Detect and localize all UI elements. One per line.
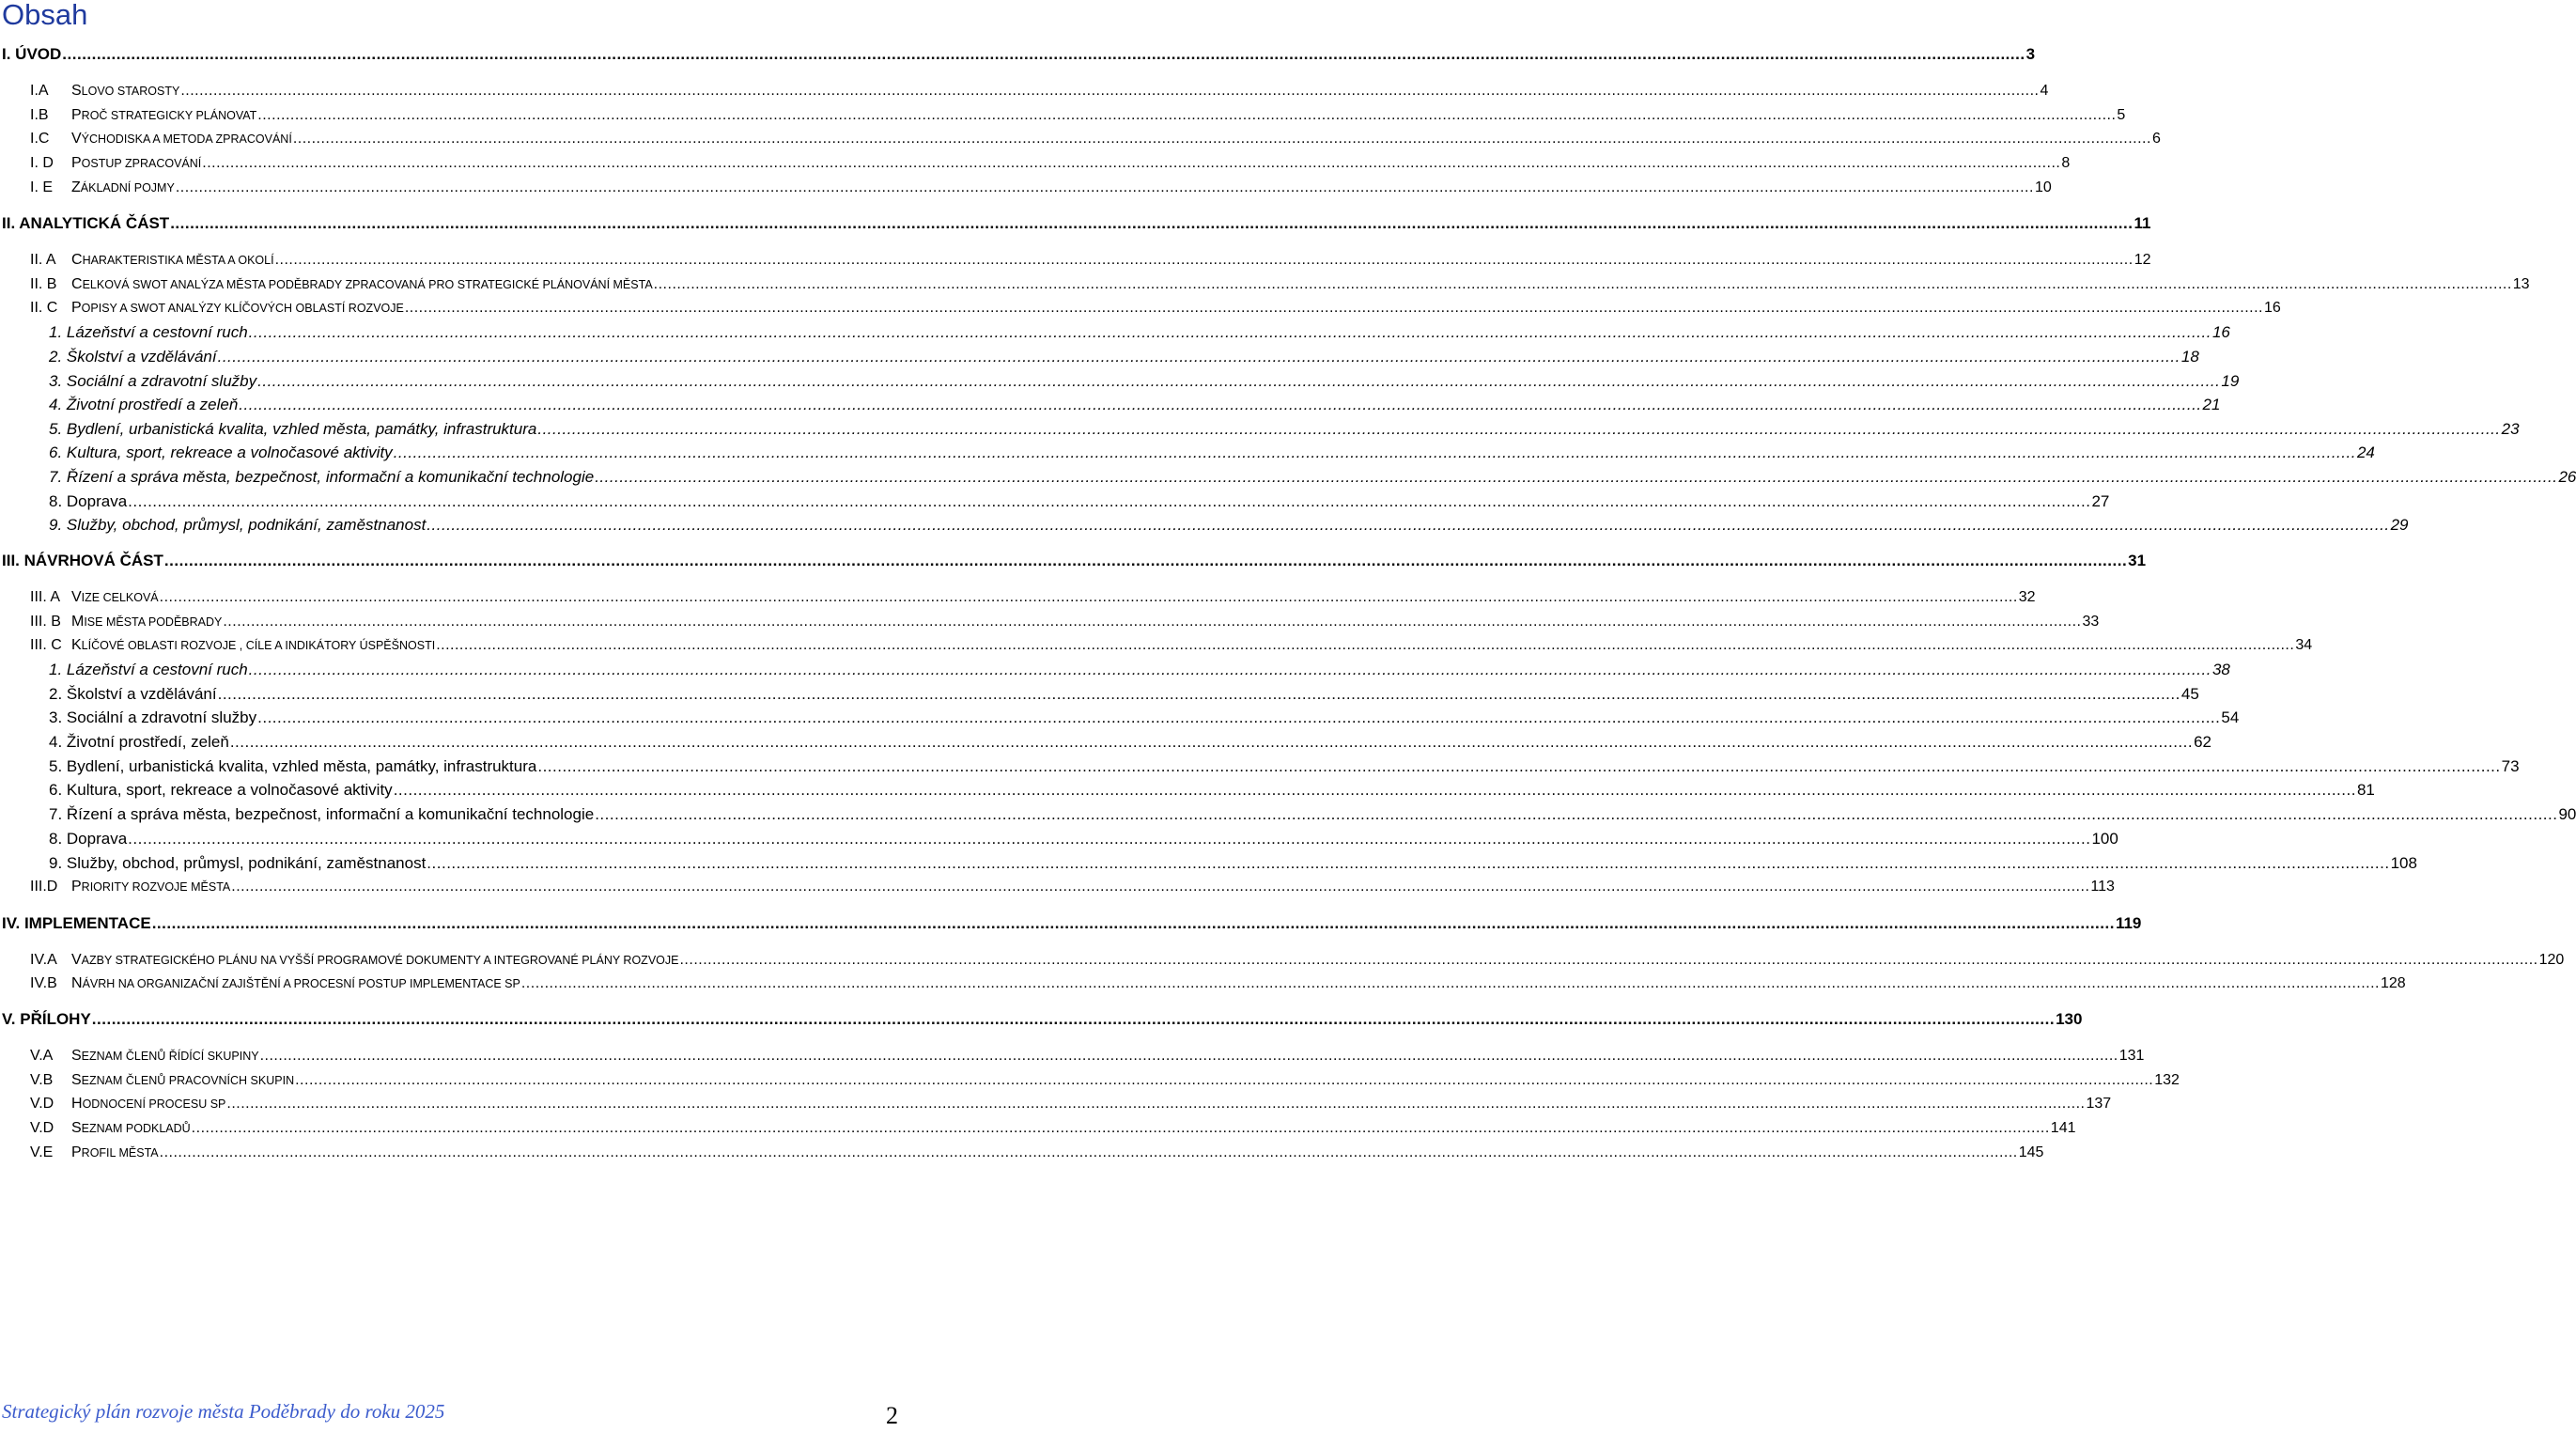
toc-section-entry[interactable]	[0, 1094, 2112, 1114]
toc-section-title: EZNAM ČLENŮ PRACOVNÍCH SKUPIN	[81, 1074, 295, 1087]
toc-part-entry[interactable]	[0, 1009, 2083, 1030]
toc-section-code: I.C	[30, 131, 50, 147]
toc-section-initial: P	[71, 300, 82, 316]
toc-page-number: 16	[2263, 300, 2281, 316]
toc-entry-label	[0, 612, 222, 632]
toc-dot-leader: ................................................................................................................................................................................................................................................................................................................................................................................................................	[257, 372, 2221, 390]
toc-entry-label	[0, 105, 256, 126]
toc-page-number: 31	[2128, 552, 2147, 569]
toc-page-number: 3	[2025, 45, 2036, 63]
toc-section-entry[interactable]	[0, 298, 2281, 319]
toc-section-title: OPISY A SWOT ANALÝZY KLÍČOVÝCH OBLASTÍ ROZVOJE	[81, 302, 404, 315]
toc-page-number: 34	[2295, 637, 2313, 653]
toc-entry-label	[0, 274, 653, 295]
toc-entry-label	[0, 587, 159, 608]
toc-entry-label: 6. Kultura, sport, rekreace a volnočasové aktivity	[49, 781, 393, 799]
toc-dot-leader: ................................................................................................................................................................................................................................................................................................................................................................................................................	[248, 323, 2211, 341]
toc-section-entry[interactable]	[0, 1143, 2044, 1163]
toc-section-code: II. A	[30, 252, 56, 268]
toc-part-entry[interactable]	[0, 44, 2036, 65]
toc-entry-label	[0, 250, 274, 271]
toc-dot-leader: ................................................................................................................................................................................................................................................................................................................................................................................................................	[404, 300, 2263, 316]
toc-item-entry[interactable]	[0, 515, 2409, 536]
toc-page-number: 18	[2180, 348, 2199, 366]
toc-dot-leader: ................................................................................................................................................................................................................................................................................................................................................................................................................	[191, 1120, 2050, 1136]
toc-section-code: V.E	[30, 1144, 54, 1160]
toc-item-entry[interactable]	[0, 756, 2520, 777]
toc-entry-label: I. ÚVOD	[2, 45, 62, 63]
toc-entry-label: 4. Životní prostředí, zeleň	[49, 733, 229, 751]
toc-item-entry[interactable]	[0, 684, 2199, 705]
toc-section-entry[interactable]	[0, 274, 2530, 295]
toc-section-initial: V	[71, 589, 82, 605]
toc-section-title: HARAKTERISTIKA MĚSTA A OKOLÍ	[82, 254, 274, 267]
toc-dot-leader: ................................................................................................................................................................................................................................................................................................................................................................................................................	[393, 444, 2356, 461]
toc-entry-label	[0, 1094, 225, 1114]
toc-entry-label	[0, 877, 230, 897]
toc-page-number: 5	[2117, 107, 2126, 123]
toc-section-entry[interactable]	[0, 587, 2036, 608]
toc-section-code: IV.A	[30, 952, 57, 968]
toc-page-number: 119	[2115, 914, 2142, 932]
toc-entry-label	[0, 973, 520, 994]
page-title: Obsah	[2, 0, 88, 31]
toc-section-title: AZBY STRATEGICKÉHO PLÁNU NA VYŠŠÍ PROGRAMOVÉ DOKUMENTY A INTEGROVANÉ PLÁNY ROZVOJE	[81, 954, 679, 967]
toc-section-title: ÁKLADNÍ POJMY	[80, 181, 175, 195]
toc-entry-label: 1. Lázeňství a cestovní ruch	[49, 323, 248, 341]
toc-section-title: ISE MĚSTA PODĚBRADY	[84, 615, 223, 629]
toc-dot-leader: ................................................................................................................................................................................................................................................................................................................................................................................................................	[223, 614, 2082, 630]
toc-section-entry[interactable]	[0, 178, 2052, 198]
toc-dot-leader: ................................................................................................................................................................................................................................................................................................................................................................................................................	[537, 757, 2501, 775]
toc-entry-label	[0, 129, 292, 149]
toc-section-entry[interactable]	[0, 1118, 2076, 1139]
toc-entry-label: 7. Řízení a správa města, bezpečnost, informační a komunikační technologie	[49, 468, 595, 486]
toc-entry-label	[0, 178, 175, 198]
toc-dot-leader: ................................................................................................................................................................................................................................................................................................................................................................................................................	[180, 83, 2040, 99]
toc-entry-label	[0, 1046, 259, 1066]
toc-section-code: II. C	[30, 300, 58, 316]
toc-section-initial: P	[71, 107, 82, 123]
toc-page-number: 120	[2538, 952, 2565, 968]
toc-page-number: 45	[2180, 685, 2199, 703]
toc-page-number: 54	[2221, 708, 2240, 726]
toc-section-title: RIORITY ROZVOJE MĚSTA	[81, 880, 231, 894]
toc-dot-leader: ................................................................................................................................................................................................................................................................................................................................................................................................................	[653, 276, 2512, 292]
toc-part-entry[interactable]	[0, 213, 2151, 234]
toc-entry-label	[0, 1070, 294, 1091]
toc-section-code: I. D	[30, 155, 54, 171]
toc-dot-leader: ................................................................................................................................................................................................................................................................................................................................................................................................................	[91, 1010, 2056, 1028]
toc-section-initial: P	[71, 1144, 82, 1160]
toc-dot-leader: ................................................................................................................................................................................................................................................................................................................................................................................................................	[248, 661, 2211, 678]
toc-entry-label	[0, 298, 404, 319]
toc-section-initial: S	[71, 1120, 82, 1136]
toc-page-number: 113	[2090, 879, 2115, 895]
toc-item-entry[interactable]	[0, 732, 2212, 753]
toc-page-number: 128	[2380, 975, 2406, 991]
toc-section-code: IV.B	[30, 975, 57, 991]
toc-page-number: 108	[2390, 854, 2417, 872]
toc-page-number: 62	[2194, 733, 2212, 751]
toc-section-entry[interactable]	[0, 612, 2100, 632]
toc-item-entry[interactable]	[0, 804, 2576, 825]
toc-dot-leader: ................................................................................................................................................................................................................................................................................................................................................................................................................	[239, 396, 2202, 413]
toc-dot-leader: ................................................................................................................................................................................................................................................................................................................................................................................................................	[292, 131, 2151, 147]
toc-section-initial: P	[71, 879, 82, 895]
toc-page-number: 137	[2086, 1096, 2112, 1112]
toc-entry-label: 5. Bydlení, urbanistická kvalita, vzhled města, památky, infrastruktura	[49, 420, 537, 438]
toc-entry-label: 9. Služby, obchod, průmysl, podnikání, zaměstnanost	[49, 516, 427, 534]
toc-section-entry[interactable]	[0, 105, 2126, 126]
toc-page-number: 10	[2034, 179, 2052, 195]
toc-page-number: 29	[2390, 516, 2409, 534]
toc-section-entry[interactable]	[0, 129, 2161, 149]
toc-section-entry[interactable]	[0, 250, 2151, 271]
toc-page-number: 16	[2211, 323, 2230, 341]
toc-item-entry[interactable]	[0, 395, 2221, 415]
toc-dot-leader: ................................................................................................................................................................................................................................................................................................................................................................................................................	[62, 45, 2025, 63]
toc-entry-label: 8. Doprava	[49, 830, 128, 848]
toc-page-number: 11	[2134, 214, 2151, 232]
toc-section-initial: Z	[71, 179, 81, 195]
toc-entry-label: 5. Bydlení, urbanistická kvalita, vzhled města, památky, infrastruktura	[49, 757, 537, 775]
toc-section-initial: P	[71, 155, 82, 171]
toc-dot-leader: ................................................................................................................................................................................................................................................................................................................................................................................................................	[217, 685, 2180, 703]
toc-dot-leader: ................................................................................................................................................................................................................................................................................................................................................................................................................	[679, 952, 2538, 968]
toc-section-code: I. E	[30, 179, 54, 195]
toc-dot-leader: ................................................................................................................................................................................................................................................................................................................................................................................................................	[257, 708, 2221, 726]
toc-dot-leader: ................................................................................................................................................................................................................................................................................................................................................................................................................	[520, 975, 2380, 991]
toc-section-initial: S	[71, 1072, 82, 1088]
toc-section-initial: S	[71, 1048, 82, 1064]
toc-dot-leader: ................................................................................................................................................................................................................................................................................................................................................................................................................	[427, 854, 2390, 872]
toc-dot-leader: ................................................................................................................................................................................................................................................................................................................................................................................................................	[226, 1096, 2086, 1112]
toc-page-number: 33	[2082, 614, 2100, 630]
toc-section-initial: C	[71, 276, 83, 292]
toc-section-code: I.A	[30, 83, 49, 99]
toc-item-entry[interactable]	[0, 322, 2230, 343]
toc-page-number: 32	[2018, 589, 2036, 605]
toc-page-number: 24	[2356, 444, 2375, 461]
toc-part-entry[interactable]	[0, 551, 2147, 571]
toc-section-entry[interactable]	[0, 81, 2049, 101]
toc-dot-leader: ................................................................................................................................................................................................................................................................................................................................................................................................................	[175, 179, 2034, 195]
toc-page-number: 141	[2050, 1120, 2076, 1136]
toc-entry-label	[0, 1118, 191, 1139]
toc-page-number: 12	[2134, 252, 2151, 268]
toc-section-code: I.B	[30, 107, 49, 123]
toc-entry-label: II. ANALYTICKÁ ČÁST	[2, 214, 170, 232]
toc-dot-leader: ................................................................................................................................................................................................................................................................................................................................................................................................................	[163, 552, 2128, 569]
toc-section-initial: M	[71, 614, 85, 630]
toc-dot-leader: ................................................................................................................................................................................................................................................................................................................................................................................................................	[393, 781, 2356, 799]
toc-entry-label: V. PŘÍLOHY	[2, 1010, 91, 1028]
toc-dot-leader: ................................................................................................................................................................................................................................................................................................................................................................................................................	[427, 516, 2390, 534]
toc-section-title: OSTUP ZPRACOVÁNÍ	[81, 157, 202, 170]
toc-page-number: 145	[2018, 1144, 2044, 1160]
toc-section-code: III. B	[30, 614, 61, 630]
toc-item-entry[interactable]	[0, 467, 2576, 488]
toc-page-number: 73	[2501, 757, 2520, 775]
toc-dot-leader: ................................................................................................................................................................................................................................................................................................................................................................................................................	[259, 1048, 2118, 1064]
toc-section-code: II. B	[30, 276, 57, 292]
toc-page-number: 26	[2558, 468, 2576, 486]
toc-section-title: EZNAM PODKLADŮ	[81, 1122, 191, 1135]
toc-entry-label	[0, 635, 435, 656]
toc-section-code: III.D	[30, 879, 58, 895]
toc-item-entry[interactable]	[0, 347, 2199, 367]
toc-dot-leader: ................................................................................................................................................................................................................................................................................................................................................................................................................	[231, 879, 2090, 895]
toc-item-entry[interactable]	[0, 708, 2240, 728]
toc-page-number: 132	[2154, 1072, 2180, 1088]
toc-entry-label: 1. Lázeňství a cestovní ruch	[49, 661, 248, 678]
toc-dot-leader: ................................................................................................................................................................................................................................................................................................................................................................................................................	[537, 420, 2501, 438]
toc-section-initial: V	[71, 952, 82, 968]
toc-section-title: IZE CELKOVÁ	[81, 591, 159, 604]
toc-section-entry[interactable]	[0, 950, 2565, 971]
toc-page-number: 23	[2501, 420, 2520, 438]
toc-section-initial: N	[71, 975, 83, 991]
toc-section-initial: C	[71, 252, 83, 268]
toc-entry-label: 6. Kultura, sport, rekreace a volnočasové aktivity	[49, 444, 393, 461]
toc-section-title: ROČ STRATEGICKY PLÁNOVAT	[81, 109, 257, 122]
toc-section-title: LOVO STAROSTY	[81, 85, 180, 98]
toc-section-title: ÁVRH NA ORGANIZAČNÍ ZAJIŠTĚNÍ A PROCESNÍ POSTUP IMPLEMENTACE SP	[82, 977, 520, 990]
toc-dot-leader: ................................................................................................................................................................................................................................................................................................................................................................................................................	[159, 589, 2018, 605]
toc-section-code: V.B	[30, 1072, 54, 1088]
toc-dot-leader: ................................................................................................................................................................................................................................................................................................................................................................................................................	[295, 1072, 2154, 1088]
toc-section-title: ELKOVÁ SWOT ANALÝZA MĚSTA PODĚBRADY ZPRACOVANÁ PRO STRATEGICKÉ PLÁNOVÁNÍ MĚSTA	[82, 278, 653, 291]
toc-section-entry[interactable]	[0, 973, 2406, 994]
toc-entry-label: 4. Životní prostředí a zeleň	[49, 396, 239, 413]
toc-section-title: EZNAM ČLENŮ ŘÍDÍCÍ SKUPINY	[81, 1050, 259, 1063]
toc-page-number: 19	[2221, 372, 2240, 390]
toc-page-number: 131	[2118, 1048, 2145, 1064]
toc-section-entry[interactable]	[0, 1046, 2145, 1066]
toc-item-entry[interactable]	[0, 419, 2520, 440]
toc-entry-label	[0, 950, 678, 971]
toc-section-title: ÝCHODISKA A METODA ZPRACOVÁNÍ	[81, 132, 292, 146]
toc-section-title: ROFIL MĚSTA	[81, 1146, 159, 1160]
toc-section-code: V.D	[30, 1120, 54, 1136]
toc-entry-label	[0, 1143, 159, 1163]
toc-page-number: 8	[2061, 155, 2071, 171]
toc-item-entry[interactable]	[0, 853, 2417, 874]
toc-entry-label	[0, 153, 201, 174]
toc-page-number: 21	[2202, 396, 2221, 413]
toc-dot-leader: ................................................................................................................................................................................................................................................................................................................................................................................................................	[128, 492, 2091, 510]
toc-dot-leader: ................................................................................................................................................................................................................................................................................................................................................................................................................	[274, 252, 2134, 268]
toc-page-number: 27	[2091, 492, 2110, 510]
toc-section-entry[interactable]	[0, 153, 2071, 174]
toc-dot-leader: ................................................................................................................................................................................................................................................................................................................................................................................................................	[202, 155, 2061, 171]
toc-page-number: 4	[2040, 83, 2049, 99]
toc-section-code: V.A	[30, 1048, 54, 1064]
toc-dot-leader: ................................................................................................................................................................................................................................................................................................................................................................................................................	[217, 348, 2180, 366]
toc-section-code: V.D	[30, 1096, 54, 1112]
toc-page-number: 90	[2558, 805, 2576, 823]
toc-section-entry[interactable]	[0, 877, 2115, 897]
toc-section-title: ODNOCENÍ PROCESU SP	[82, 1097, 226, 1111]
toc-entry-label: 3. Sociální a zdravotní služby	[49, 708, 257, 726]
footer-document-title: Strategický plán rozvoje města Poděbrady do roku 2025	[2, 1400, 445, 1423]
toc-section-title: LÍČOVÉ OBLASTI ROZVOJE , CÍLE A INDIKÁTORY ÚSPĚŠNOSTI	[81, 639, 436, 652]
toc-dot-leader: ................................................................................................................................................................................................................................................................................................................................................................................................................	[170, 214, 2134, 232]
toc-item-entry[interactable]	[0, 443, 2375, 463]
toc-dot-leader: ................................................................................................................................................................................................................................................................................................................................................................................................................	[436, 637, 2295, 653]
toc-dot-leader: ................................................................................................................................................................................................................................................................................................................................................................................................................	[595, 468, 2558, 486]
toc-dot-leader: ................................................................................................................................................................................................................................................................................................................................................................................................................	[151, 914, 2115, 932]
toc-entry-label: IV. IMPLEMENTACE	[2, 914, 151, 932]
toc-section-initial: S	[71, 83, 82, 99]
toc-dot-leader: ................................................................................................................................................................................................................................................................................................................................................................................................................	[595, 805, 2558, 823]
toc-entry-label: III. NÁVRHOVÁ ČÁST	[2, 552, 163, 569]
toc-item-entry[interactable]	[0, 780, 2375, 801]
toc-entry-label	[0, 81, 179, 101]
toc-item-entry[interactable]	[0, 660, 2230, 680]
toc-dot-leader: ................................................................................................................................................................................................................................................................................................................................................................................................................	[229, 733, 2194, 751]
toc-part-entry[interactable]	[0, 913, 2142, 934]
toc-page-number: 38	[2211, 661, 2230, 678]
toc-item-entry[interactable]	[0, 829, 2118, 849]
toc-section-code: III. C	[30, 637, 62, 653]
toc-section-initial: H	[71, 1096, 83, 1112]
toc-dot-leader: ................................................................................................................................................................................................................................................................................................................................................................................................................	[257, 107, 2117, 123]
footer-page-number: 2	[886, 1402, 898, 1429]
toc-section-entry[interactable]	[0, 635, 2313, 656]
toc-section-initial: V	[71, 131, 82, 147]
toc-dot-leader: ................................................................................................................................................................................................................................................................................................................................................................................................................	[159, 1144, 2018, 1160]
toc-item-entry[interactable]	[0, 371, 2240, 392]
toc-entry-label: 8. Doprava	[49, 492, 128, 510]
toc-dot-leader: ................................................................................................................................................................................................................................................................................................................................................................................................................	[128, 830, 2091, 848]
toc-page-number: 100	[2091, 830, 2118, 848]
toc-entry-label: 2. Školství a vzdělávání	[49, 348, 217, 366]
toc-section-code: III. A	[30, 589, 61, 605]
toc-section-entry[interactable]	[0, 1070, 2180, 1091]
toc-page-number: 6	[2151, 131, 2161, 147]
toc-section-initial: K	[71, 637, 82, 653]
toc-entry-label: 9. Služby, obchod, průmysl, podnikání, zaměstnanost	[49, 854, 427, 872]
toc-page-number: 130	[2056, 1010, 2083, 1028]
toc-page-number: 13	[2512, 276, 2530, 292]
toc-page-number: 81	[2356, 781, 2375, 799]
toc-entry-label: 3. Sociální a zdravotní služby	[49, 372, 257, 390]
toc-item-entry[interactable]	[0, 491, 2110, 512]
toc-entry-label: 7. Řízení a správa města, bezpečnost, informační a komunikační technologie	[49, 805, 595, 823]
toc-entry-label: 2. Školství a vzdělávání	[49, 685, 217, 703]
